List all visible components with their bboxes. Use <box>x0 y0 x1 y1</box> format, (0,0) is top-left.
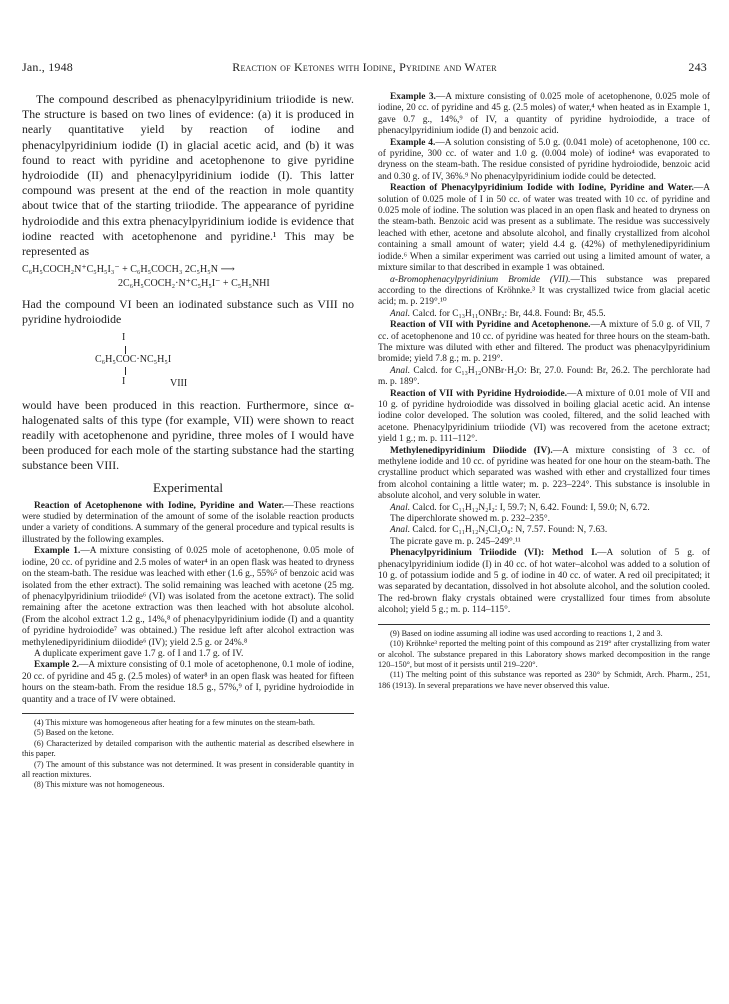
procedure-triiodide-method: Method I. <box>552 548 598 559</box>
footnote-divider <box>22 713 354 714</box>
example-3 <box>378 92 710 138</box>
procedure-triiodide <box>378 548 710 616</box>
procedure-phenacyl-iodide <box>378 183 710 274</box>
structure-bond-bottom <box>125 367 126 375</box>
page-number: 243 <box>688 60 707 74</box>
structure-formula: C₆H₅COC·NC₅H₅I <box>95 353 172 365</box>
right-column <box>378 92 710 691</box>
duplicate-experiment: A duplicate experiment gave 1.7 g. of I and 1.7 g. of IV. <box>34 648 244 659</box>
analysis-label: Anal. <box>390 308 411 319</box>
analysis-vii-acetophenone-text: Calcd. for C₁₃H₁₂ONBr·H₂O: Br, 27.0. Found: Br, 26.2. The perchlorate had m. p. 189°. <box>378 365 711 388</box>
equation-line-1: C₆H₅COCH₂N⁺C₅H₅I₃⁻ + C₆H₅COCH₃ 2C₅H₅N ⟶ <box>22 264 235 276</box>
procedure-vii-hydroiodide-text: —A mixture of 0.01 mole of VII and 10 g. of pyridine hydroiodide was dissolved in boiling glacial acetic acid. An intense iodine color developed. The solution was cooled, filtered, and the solid leached with acetone. Phenacylpyridinium triiodide (VI) was recovered from the acetone extract; yield 1 g.; m. p. 111–112°. <box>378 388 710 445</box>
analysis-label: Anal. <box>390 365 411 376</box>
structure-iodine-top: I <box>122 331 126 343</box>
procedure-triiodide-heading: Phenacylpyridinium Triiodide (VI): <box>390 548 545 559</box>
procedure-methylenedipyridinium <box>378 446 710 503</box>
running-head <box>22 60 707 76</box>
procedure-vii-hydroiodide-heading: Reaction of VII with Pyridine Hydroiodide. <box>390 388 567 399</box>
analysis-diperchlorate <box>378 525 710 536</box>
analysis-diperchlorate-text: Calcd. for C₁₁H₁₂N₂Cl₂O₈: N, 7.57. Found: N, 7.63. <box>412 525 608 536</box>
analysis-methylenedipyridinium-text: Calcd. for C₁₁H₁₂N₂I₂: I, 59.7; N, 6.42. Found: I, 59.0; N, 6.72. <box>412 502 650 513</box>
footnote-11: (11) The melting point of this substance was reported as 230° by Schmidt, Arch. Pharm., 251, 186 (1913). In several preparations we have never observed this value. <box>378 670 710 690</box>
example-2 <box>22 660 354 706</box>
example-4-heading: Example 4. <box>390 137 436 148</box>
procedure-general-heading: Reaction of Acetophenone with Iodine, Pyridine and Water. <box>34 500 285 511</box>
reaction-equation <box>22 263 354 293</box>
procedure-vii-acetophenone <box>378 320 710 366</box>
section-title-experimental: Experimental <box>152 479 224 495</box>
procedure-triiodide-text: —A solution of 5 g. of phenacylpyridinium iodide (I) in 40 cc. of hot water–alcohol was added to a solution of 10 g. of potassium iodide and 5 g. of iodine in 40 cc. of water. A red oil precipitated; it was separated by decantation, dissolved in hot absolute alcohol, and the solution cooled. The red-brown flaky crystals obtained were crystallized four times from absolute alcohol; yield 5 g.; m. p. 114–115°. <box>378 548 710 616</box>
header-date: Jan., 1948 <box>22 60 73 74</box>
intro-paragraph: The compound described as phenacylpyridinium triiodide is new. The structure is based on two lines of evidence: (a) it is produced in nearly quantitative yield by reaction of iodine and phenacylpyridinium iodide (I) in glacial acetic acid, and (b) it was found to react with pyridine and acetophenone to give pyridine hydroiodide (II) and phenacylpyridinium iodide (I). This latter compound was present at the end of the reaction in mole quantity about twice that of the starting triiodide. The appearance of pyridine hydroiodide and this extra phenacylpyridinium iodide is evidence that iodine reacted with acetophenone and pyridine.¹ This may be represented as <box>22 92 354 259</box>
paragraph-viii: Had the compound VI been an iodinated substance such as VIII no pyridine hydroiodide <box>22 297 354 327</box>
procedure-bromide-vii-heading: α-Bromophenacylpyridinium Bromide (VII). <box>390 274 571 285</box>
footnote-7: (7) The amount of this substance was not determined. It was present in considerable quantity in all reaction mixtures. <box>22 759 354 779</box>
footnote-8: (8) This mixture was not homogeneous. <box>34 780 165 790</box>
structure-viii <box>22 332 354 392</box>
footnote-divider <box>378 624 710 625</box>
example-1-text: —A mixture consisting of 0.025 mole of acetophenone, 0.05 mole of iodine, 20 cc. of pyridine and 2.5 moles of water⁴ in an open flask was heated to dryness on the steam-bath. The residue was leached with ether (1.6 g., 55%⁵ of benzoic acid was isolated from the ether extract). The solid remaining was leached with acetone (25 mg. of phenacylpyridinium triiodide⁶ (VI) was isolated from the acetone extract). The solid remaining after the acetone extraction was then leached with hot absolute alcohol. (From the alcohol extract 1.2 g., 14%,⁸ of phenacylpyridinium iodide (I) and a quantity of pyridine hydroiodide⁷ was obtained.) The residue left after alcohol extraction was methylenedipyridinium diiodide⁶ (IV); yield 2.5 g. or 24%.⁸ <box>22 546 354 648</box>
analysis-label: Anal. <box>390 525 411 536</box>
procedure-general-text: —These reactions were studied by determination of the amount of some of the isolable reaction products under a variety of conditions. A summary of the general procedure and typical results is illustrated by the following examples. <box>22 500 354 545</box>
footnote-6: (6) Characterized by detailed comparison with the authentic material as described elsewhere in this paper. <box>22 738 354 759</box>
procedure-general <box>22 501 354 547</box>
footnote-4: (4) This mixture was homogeneous after heating for a few minutes on the steam-bath. <box>34 717 315 727</box>
procedure-methylenedipyridinium-text: —A mixture consisting of 3 cc. of methylene iodide and 10 cc. of pyridine was heated for one hour on the steam-bath. The crystalline product which separated was washed with ether and crystallized four times from alcohol containing a little water; m. p. 223–224°. This substance is insoluble in absolute alcohol, and very soluble in water. <box>378 445 711 502</box>
footnote-9: (9) Based on iodine assuming all iodine was used according to reactions 1, 2 and 3. <box>390 628 663 638</box>
procedure-bromide-vii-text: —This substance was prepared according to the directions of Kröhnke.³ It was crystallized twice from glacial acetic acid; m. p. 219°.¹⁰ <box>378 274 710 308</box>
analysis-bromide-vii-text: Calcd. for C₁₃H₁₁ONBr₂: Br, 44.8. Found: Br, 45.5. <box>412 308 606 319</box>
analysis-label: Anal. <box>390 502 411 513</box>
structure-label: VIII <box>170 377 188 389</box>
procedure-vii-hydroiodide <box>378 389 710 446</box>
procedure-bromide-vii <box>378 275 710 309</box>
analysis-bromide-vii <box>378 309 710 320</box>
example-1-heading: Example 1. <box>34 546 81 557</box>
example-4 <box>378 138 710 184</box>
procedure-phenacyl-iodide-heading: Reaction of Phenacylpyridinium Iodide with Iodine, Pyridine and Water. <box>390 183 694 194</box>
structure-iodine-bottom: I <box>122 375 126 387</box>
procedure-methylenedipyridinium-heading: Methylenedipyridinium Diiodide (IV). <box>390 445 553 456</box>
picrate-note: The picrate gave m. p. 245–249°.¹¹ <box>390 536 521 547</box>
footnote-10: (10) Kröhnke³ reported the melting point of this compound as 219° after crystallizing from water or alcohol. The substance prepared in this Laboratory shows marked decomposition in the range 120–150°, but most of it persists until 219–220°. <box>378 639 710 669</box>
footnote-5: (5) Based on the ketone. <box>34 728 114 738</box>
structure-bond-top <box>125 346 126 354</box>
analysis-vii-acetophenone <box>378 366 710 389</box>
procedure-phenacyl-iodide-text: —A solution of 0.025 mole of I in 50 cc. of water was treated with 10 cc. of pyridine and 0.025 mole of iodine. The solution was placed in an open flask and heated to dryness on the steam-bath. Benzoic acid was present as a sublimate. The residue was successively leached with ether, acetone and absolute alcohol, and finally crystallized from alcohol containing a small amount of water; yield 4.4 g. (42%) of methylenedipyridinium iodide.⁶ When a similar experiment was carried out using a limited amount of water, a mixture similar to that described in example 1 was obtained. <box>378 183 710 274</box>
example-4-text: —A solution consisting of 5.0 g. (0.041 mole) of acetophenone, 100 cc. of pyridine, 300 cc. of water and 1.0 g. (0.004 mole) of iodine⁴ was evaporated to dryness on the steam-bath. The residue consisted of pyridine hydroiodide, benzoic acid and 0.30 g. of IV, 36%.⁹ No phenacylpyridinium iodide could be detected. <box>378 137 711 182</box>
procedure-vii-acetophenone-text: —A mixture of 5.0 g. of VII, 7 cc. of acetophenone and 10 cc. of pyridine was heated for three hours on the steam-bath. The mixture was diluted with ether and filtered. The product was phenacylpyridinium bromide; yield 7.8 g.; m. p. 219°. <box>378 320 710 365</box>
example-1 <box>22 546 354 649</box>
example-2-text: —A mixture consisting of 0.1 mole of acetophenone, 0.1 mole of iodine, 20 cc. of pyridine and 45 g. (2.5 moles) of water⁸ in an open flask was heated for fifteen hours on the steam-bath. From the residue 18.5 g., 57%,⁹ of I, pyridine hydroiodide in quantity and a trace of IV were obtained. <box>22 660 354 705</box>
diperchlorate-note: The diperchlorate showed m. p. 232–235°. <box>390 514 550 525</box>
header-title: Reaction of Ketones with Iodine, Pyridine and Water <box>232 60 497 74</box>
left-column <box>22 92 354 791</box>
example-3-text: —A mixture consisting of 0.025 mole of acetophenone, 0.025 mole of iodine, 20 cc. of pyridine and 45 g. (2.5 moles) of water,⁴ when heated as in Example 1, gave 0.7 g., 14%,⁹ of IV, a quantity of pyridine hydroiodide, a trace of phenacylpyridinium iodide (I) and benzoic acid. <box>378 92 711 137</box>
paragraph-conclusion: would have been produced in this reaction. Furthermore, since α-halogenated salts of this type (for example, VII) were shown to react readily with acetophenone and pyridine, three moles of I would have been produced for each mole of the starting substance had the starting substance been VIII. <box>22 397 354 473</box>
example-3-heading: Example 3. <box>390 92 436 102</box>
procedure-vii-acetophenone-heading: Reaction of VII with Pyridine and Acetophenone. <box>390 320 591 331</box>
analysis-methylenedipyridinium <box>378 503 710 514</box>
example-2-heading: Example 2. <box>34 660 80 671</box>
equation-line-2: 2C₆H₅COCH₂·N⁺C₅H₅I⁻ + C₅H₅NHI <box>118 278 270 290</box>
